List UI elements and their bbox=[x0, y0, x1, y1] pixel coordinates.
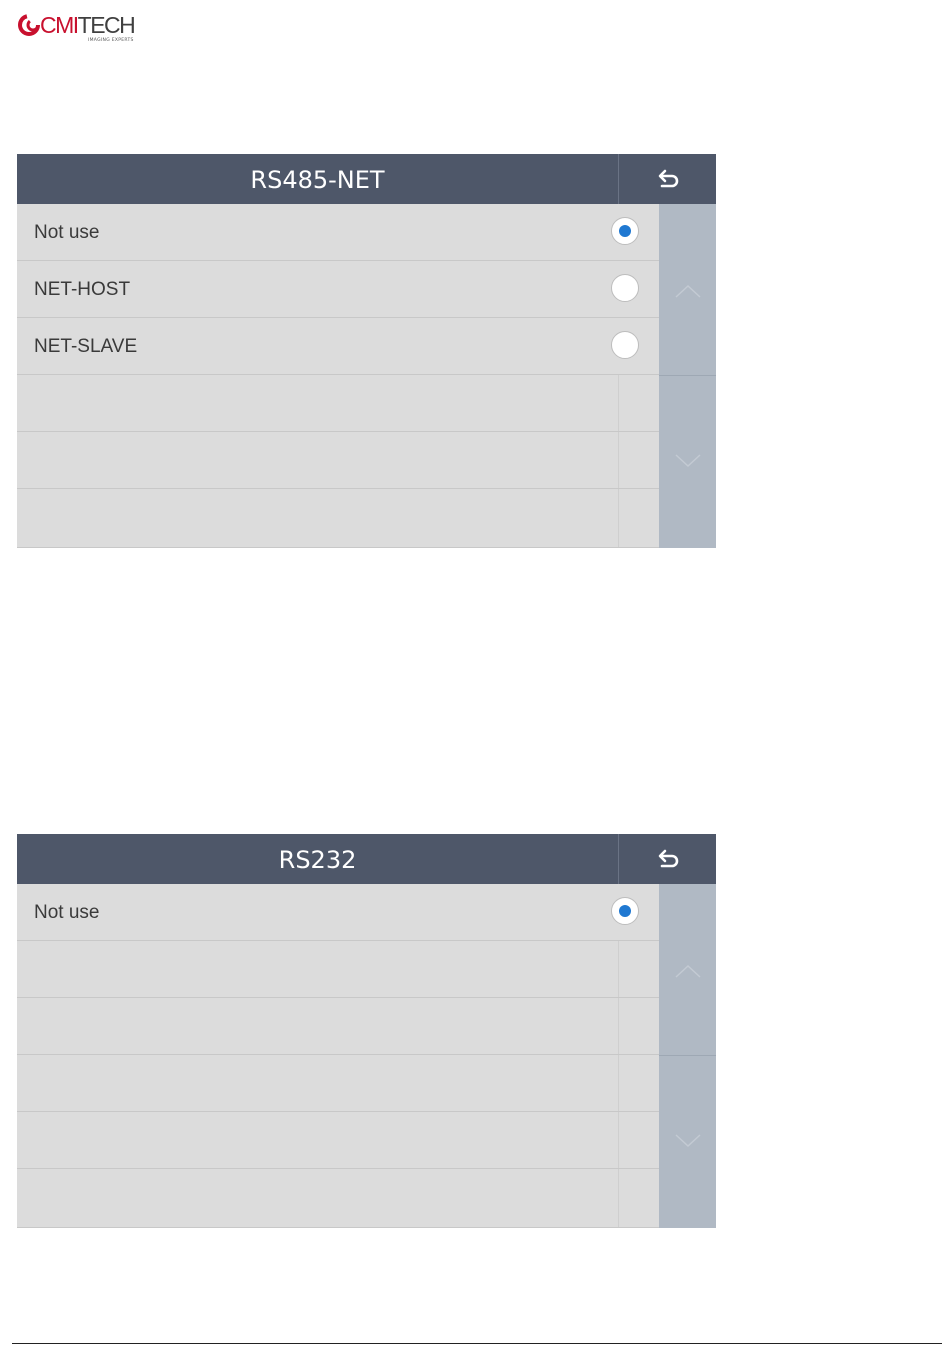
scroll-up-button[interactable] bbox=[659, 204, 716, 376]
option-label: NET-HOST bbox=[34, 279, 131, 300]
empty-row bbox=[17, 375, 659, 432]
scroll-down-button[interactable] bbox=[659, 1056, 716, 1227]
option-list bbox=[17, 884, 659, 1228]
row-divider bbox=[618, 1169, 619, 1227]
logo-brand-b: TECH bbox=[77, 12, 135, 38]
option-label: NET-SLAVE bbox=[34, 336, 138, 357]
option-label: Not use bbox=[34, 902, 100, 923]
logo-text bbox=[40, 12, 134, 38]
logo-mark-icon bbox=[18, 14, 40, 36]
option-row-not-use[interactable] bbox=[17, 204, 659, 261]
option-row-net-host[interactable] bbox=[17, 261, 659, 318]
scroll-down-button[interactable] bbox=[659, 376, 716, 547]
row-divider bbox=[618, 375, 619, 431]
row-divider bbox=[618, 998, 619, 1054]
option-row-not-use[interactable] bbox=[17, 884, 659, 941]
row-divider bbox=[618, 432, 619, 488]
empty-row bbox=[17, 1055, 659, 1112]
back-arrow-icon bbox=[656, 847, 680, 871]
list-scrollbar bbox=[659, 884, 716, 1228]
chevron-up-icon bbox=[675, 284, 701, 298]
panel-title: RS232 bbox=[278, 846, 357, 874]
empty-row bbox=[17, 1112, 659, 1169]
scroll-up-button[interactable] bbox=[659, 884, 716, 1056]
chevron-down-icon bbox=[675, 454, 701, 468]
footer-rule bbox=[12, 1343, 942, 1344]
option-list bbox=[17, 204, 659, 548]
chevron-down-icon bbox=[675, 1134, 701, 1148]
empty-row bbox=[17, 998, 659, 1055]
rs485-net-panel bbox=[17, 154, 716, 548]
radio-button[interactable] bbox=[611, 331, 639, 359]
empty-row bbox=[17, 489, 659, 548]
empty-row bbox=[17, 941, 659, 998]
radio-button[interactable] bbox=[611, 274, 639, 302]
option-label: Not use bbox=[34, 222, 100, 243]
empty-row bbox=[17, 432, 659, 489]
panel-header bbox=[17, 834, 716, 884]
back-button[interactable] bbox=[619, 834, 716, 884]
radio-selected-dot bbox=[619, 225, 631, 237]
option-row-net-slave[interactable] bbox=[17, 318, 659, 375]
back-button[interactable] bbox=[619, 154, 716, 204]
row-divider bbox=[618, 489, 619, 547]
logo-brand-a: CMI bbox=[40, 12, 78, 38]
chevron-up-icon bbox=[675, 964, 701, 978]
radio-button[interactable] bbox=[611, 897, 639, 925]
logo-tagline: IMAGING EXPERTS bbox=[88, 38, 134, 43]
panel-header bbox=[17, 154, 716, 204]
cmitech-logo bbox=[18, 12, 143, 42]
radio-selected-dot bbox=[619, 905, 631, 917]
panel-title: RS485-NET bbox=[250, 166, 385, 194]
row-divider bbox=[618, 941, 619, 997]
rs232-panel bbox=[17, 834, 716, 1228]
back-arrow-icon bbox=[656, 167, 680, 191]
list-scrollbar bbox=[659, 204, 716, 548]
radio-button[interactable] bbox=[611, 217, 639, 245]
row-divider bbox=[618, 1112, 619, 1168]
empty-row bbox=[17, 1169, 659, 1228]
row-divider bbox=[618, 1055, 619, 1111]
